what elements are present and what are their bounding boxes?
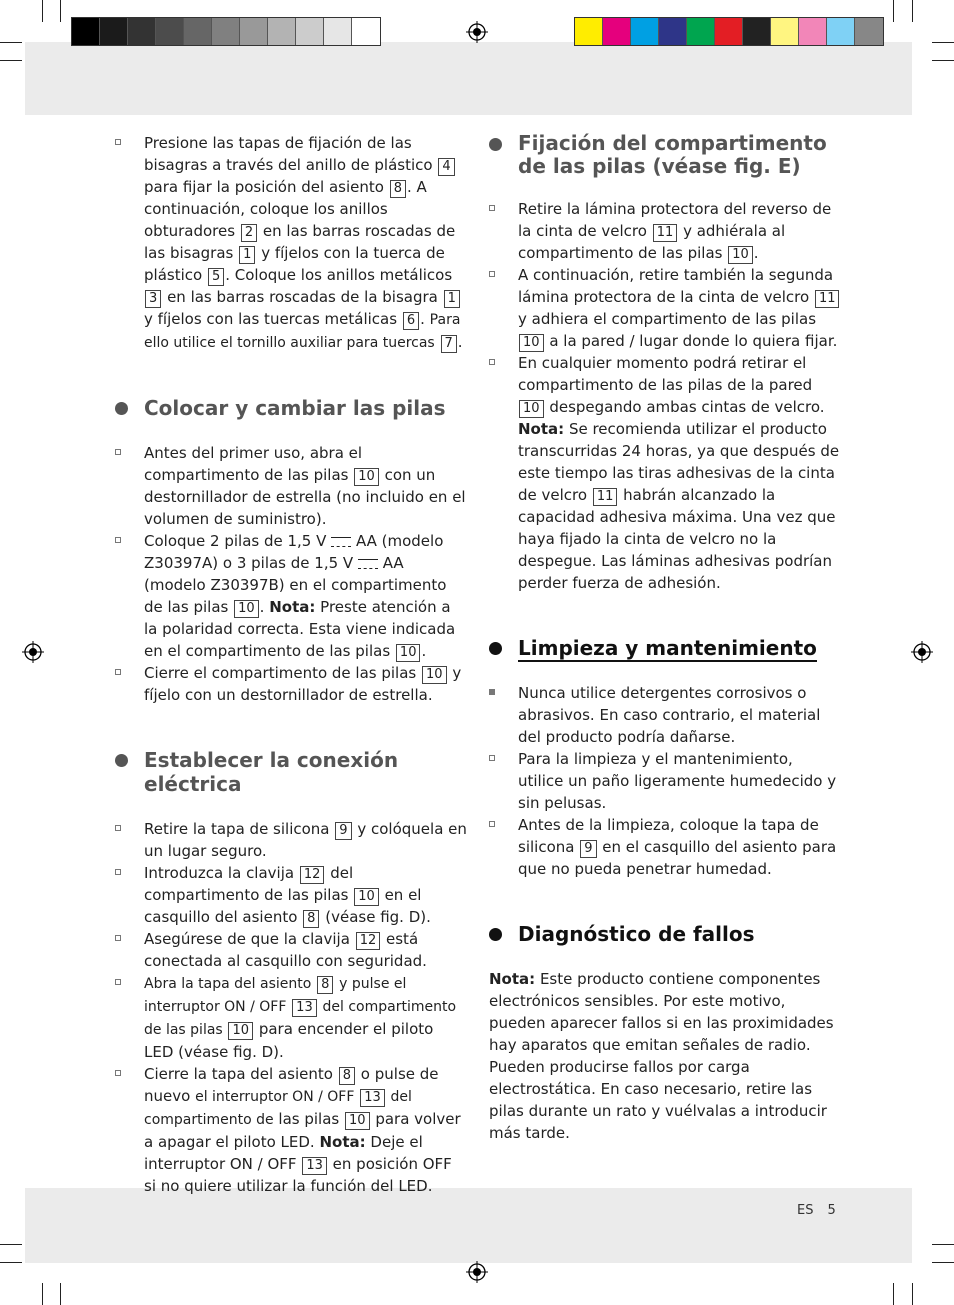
- list-item: Retire la lámina protectora del reverso de la cinta de velcro 11 y adhiérala al compartimento de las pilas 10 .: [489, 198, 841, 264]
- color-swatch: [743, 18, 771, 45]
- part-number: 4: [438, 158, 454, 176]
- color-swatch: [240, 18, 268, 45]
- crop-mark: [912, 1283, 913, 1305]
- left-column: [115, 132, 467, 1197]
- color-swatch: [771, 18, 799, 45]
- part-number: 3: [145, 290, 161, 308]
- registration-mark-icon: [911, 641, 933, 663]
- part-number: 10: [234, 600, 259, 618]
- language-code: ES: [797, 1203, 814, 1218]
- part-number: 8: [303, 910, 319, 928]
- crop-mark: [0, 1262, 22, 1263]
- part-number: 8: [317, 976, 333, 994]
- part-number: 1: [239, 246, 255, 264]
- registration-mark-icon: [466, 21, 488, 43]
- square-bullet-icon: [115, 935, 121, 941]
- section-heading: Diagnóstico de fallos: [489, 922, 841, 946]
- dc-symbol-icon: [331, 537, 351, 547]
- crop-mark: [932, 1262, 954, 1263]
- part-number: 13: [302, 1157, 327, 1175]
- part-number: 9: [335, 822, 351, 840]
- part-number: 5: [208, 268, 224, 286]
- dc-symbol-icon: [358, 559, 378, 569]
- page-footer: [797, 1203, 850, 1218]
- square-bullet-icon: [489, 271, 495, 277]
- list-item: Coloque 2 pilas de 1,5 V AA (modelo Z30397A) o 3 pilas de 1,5 V AA (modelo Z30397B) en el compartimento de las pilas 10 . Nota: Preste atención a la polaridad correcta. Esta viene indicada en el compartimento de las pilas 10 .: [115, 530, 467, 662]
- part-number: 9: [580, 840, 596, 858]
- crop-mark: [932, 60, 954, 61]
- section-heading: Establecer la conexión eléctrica: [115, 748, 467, 796]
- crop-mark: [42, 0, 43, 22]
- crop-mark: [912, 0, 913, 22]
- part-number: 13: [360, 1089, 385, 1107]
- grayscale-color-bar: [71, 17, 381, 46]
- square-bullet-icon: [115, 139, 121, 145]
- heading-bullet-icon: [489, 928, 502, 941]
- part-number: 10: [354, 888, 379, 906]
- color-swatch: [72, 18, 100, 45]
- list-item: Cierre la tapa del asiento 8 o pulse de nuevo el interruptor ON / OFF 13 del compartimento de las pilas 10 para volver a apagar el piloto LED. Nota: Deje el interruptor ON / OFF 13 en posición OFF si no quiere utilizar la función del LED.: [115, 1063, 467, 1197]
- part-number: 10: [728, 246, 753, 264]
- color-swatch: [352, 18, 380, 45]
- color-swatch: [687, 18, 715, 45]
- part-number: 11: [815, 290, 840, 308]
- part-number: 7: [441, 335, 457, 353]
- list-item: Antes de la limpieza, coloque la tapa de silicona 9 en el casquillo del asiento para que no pueda penetrar humedad.: [489, 814, 841, 880]
- header-band: [25, 42, 912, 115]
- color-swatch: [827, 18, 855, 45]
- square-bullet-icon: [115, 1070, 121, 1076]
- part-number: 10: [354, 468, 379, 486]
- heading-bullet-icon: [115, 402, 128, 415]
- color-swatch: [100, 18, 128, 45]
- color-swatch: [184, 18, 212, 45]
- square-bullet-icon: [115, 825, 121, 831]
- crop-mark: [893, 0, 894, 22]
- color-swatch: [799, 18, 827, 45]
- part-number: 10: [228, 1022, 253, 1040]
- part-number: 8: [390, 180, 406, 198]
- crop-mark: [42, 1283, 43, 1305]
- color-swatch: [715, 18, 743, 45]
- list-item: Introduzca la clavija 12 del compartimento de las pilas 10 en el casquillo del asiento 8 (véase fig. D).: [115, 862, 467, 928]
- crop-mark: [893, 1283, 894, 1305]
- list-item: Nunca utilice detergentes corrosivos o abrasivos. En caso contrario, el material del producto podría dañarse.: [489, 682, 841, 748]
- square-bullet-icon: [115, 979, 121, 985]
- filled-square-bullet-icon: [489, 689, 495, 695]
- list-item: En cualquier momento podrá retirar el compartimento de las pilas de la pared 10 despegando ambas cintas de velcro. Nota: Se recomienda utilizar el producto transcurridas 24 horas, ya que después de este tiempo las tiras adhesivas de la cinta de velcro 11 habrán alcanzado la capacidad adhesiva máxima. Una vez que haya fijado la cinta de velcro no la despegue. Las láminas adhesivas podrían perder fuerza de adhesión.: [489, 352, 841, 594]
- part-number: 6: [403, 312, 419, 330]
- footer-band: [25, 1188, 912, 1263]
- square-bullet-icon: [115, 669, 121, 675]
- crop-mark: [60, 0, 61, 22]
- section-heading: Fijación del compartimento de las pilas (véase fig. E): [489, 132, 841, 178]
- part-number: 11: [593, 488, 618, 506]
- section-heading: Colocar y cambiar las pilas: [115, 396, 467, 420]
- square-bullet-icon: [115, 869, 121, 875]
- list-item: A continuación, retire también la segunda lámina protectora de la cinta de velcro 11 y adhiera el compartimento de las pilas 10 a la pared / lugar donde lo quiera fijar.: [489, 264, 841, 352]
- part-number: 2: [241, 224, 257, 242]
- part-number: 1: [444, 290, 460, 308]
- list-item: Para la limpieza y el mantenimiento, utilice un paño ligeramente humedecido y sin pelusas.: [489, 748, 841, 814]
- crop-mark: [60, 1283, 61, 1305]
- part-number: 10: [422, 666, 447, 684]
- list-item: Retire la tapa de silicona 9 y colóquela en un lugar seguro.: [115, 818, 467, 862]
- color-swatch: [659, 18, 687, 45]
- troubleshooting-text: Nota: Este producto contiene componentes electrónicos sensibles. Por este motivo, pueden aparecer fallos si en las proximidades hay aparatos que emitan señales de radio. Pueden producirse fallos por carga electrostática. En caso necesario, retire las pilas durante un rato y vuélvalas a introducir más tarde.: [489, 970, 834, 1142]
- process-color-bar: [574, 17, 884, 46]
- square-bullet-icon: [115, 537, 121, 543]
- page-number: 5: [827, 1203, 836, 1218]
- square-bullet-icon: [489, 205, 495, 211]
- registration-mark-icon: [466, 1261, 488, 1283]
- part-number: 13: [292, 999, 317, 1017]
- list-item: Asegúrese de que la clavija 12 está conectada al casquillo con seguridad.: [115, 928, 467, 972]
- part-number: 10: [519, 334, 544, 352]
- color-swatch: [268, 18, 296, 45]
- section-heading: Limpieza y mantenimiento: [489, 636, 841, 660]
- color-swatch: [128, 18, 156, 45]
- part-number: 12: [356, 932, 381, 950]
- heading-bullet-icon: [489, 138, 502, 151]
- right-column: [489, 132, 841, 1144]
- part-number: 11: [653, 224, 678, 242]
- crop-mark: [932, 1244, 954, 1245]
- color-swatch: [855, 18, 883, 45]
- registration-mark-icon: [22, 641, 44, 663]
- list-item: Abra la tapa del asiento 8 y pulse el interruptor ON / OFF 13 del compartimento de las pilas 10 para encender el piloto LED (véase fig. D).: [115, 972, 467, 1063]
- color-swatch: [603, 18, 631, 45]
- heading-bullet-icon: [115, 754, 128, 767]
- list-item: Presione las tapas de fijación de las bisagras a través del anillo de plástico 4 para fijar la posición del asiento 8 . A continuación, coloque los anillos obturadores 2 en las barras roscadas de las bisagras 1 y fíjelos con la tuerca de plástico 5 . Coloque los anillos metálicos 3 en las barras roscadas de la bisagra 1 y fíjelos con las tuercas metálicas 6 . Para ello utilice el tornillo auxiliar para tuercas 7 .: [115, 132, 467, 354]
- square-bullet-icon: [489, 755, 495, 761]
- crop-mark: [932, 42, 954, 43]
- heading-bullet-icon: [489, 642, 502, 655]
- part-number: 10: [345, 1112, 370, 1130]
- part-number: 12: [300, 866, 325, 884]
- list-item: Antes del primer uso, abra el compartimento de las pilas 10 con un destornillador de estrella (no incluido en el volumen de suministro).: [115, 442, 467, 530]
- square-bullet-icon: [115, 449, 121, 455]
- color-swatch: [156, 18, 184, 45]
- crop-mark: [0, 1244, 22, 1245]
- crop-mark: [0, 42, 22, 43]
- color-swatch: [575, 18, 603, 45]
- list-item: Cierre el compartimento de las pilas 10 y fíjelo con un destornillador de estrella.: [115, 662, 467, 706]
- square-bullet-icon: [489, 359, 495, 365]
- color-swatch: [324, 18, 352, 45]
- color-swatch: [631, 18, 659, 45]
- crop-mark: [0, 60, 22, 61]
- square-bullet-icon: [489, 821, 495, 827]
- part-number: 10: [519, 400, 544, 418]
- color-swatch: [212, 18, 240, 45]
- color-swatch: [296, 18, 324, 45]
- part-number: 10: [396, 644, 421, 662]
- part-number: 8: [339, 1067, 355, 1085]
